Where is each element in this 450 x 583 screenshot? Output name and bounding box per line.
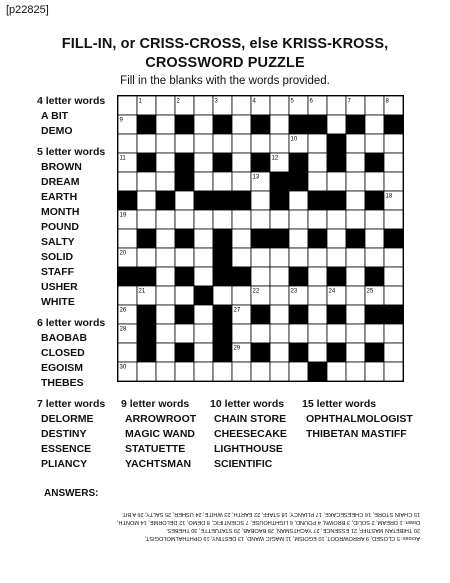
grid-cell[interactable]	[118, 343, 137, 362]
clue-number: 3	[214, 98, 218, 105]
grid-cell[interactable]	[384, 362, 403, 381]
grid-cell[interactable]	[156, 343, 175, 362]
clue-number: 6	[309, 98, 313, 105]
grid-cell[interactable]	[156, 134, 175, 153]
grid-block	[213, 267, 232, 286]
grid-block	[289, 343, 308, 362]
grid-block	[251, 343, 270, 362]
list-item: YACHTSMAN	[125, 458, 192, 470]
clue-number: 19	[119, 212, 127, 219]
grid-cell[interactable]	[213, 286, 232, 305]
answers-down-cont: 15 CHAIN STORE, 16 CHEESECAKE, 17 PLIANCY, 18 STAFF, 22 EARTH, 23 WHITE, 24 USHER, 25 SALTY, 26 A BIT.	[121, 511, 420, 517]
grid-cell[interactable]	[289, 191, 308, 210]
grid-cell[interactable]	[156, 248, 175, 267]
grid-cell[interactable]	[346, 362, 365, 381]
list-item: DEMO	[41, 125, 73, 137]
grid-cell[interactable]	[346, 343, 365, 362]
grid-cell[interactable]	[118, 286, 137, 305]
grid-block	[251, 115, 270, 134]
clue-number: 22	[252, 288, 260, 295]
grid-block	[232, 267, 251, 286]
grid-cell[interactable]	[194, 134, 213, 153]
list-heading: 10 letter words	[210, 398, 285, 410]
page-subtitle: Fill in the blanks with the words provided.	[120, 75, 330, 87]
list-item: ESSENCE	[41, 443, 92, 455]
grid-block	[118, 267, 137, 286]
word-list-5	[37, 145, 105, 310]
grid-cell[interactable]	[346, 286, 365, 305]
grid-cell[interactable]	[365, 362, 384, 381]
grid-cell[interactable]	[175, 324, 194, 343]
grid-cell[interactable]	[194, 305, 213, 324]
grid-block	[175, 267, 194, 286]
clue-number: 11	[119, 155, 126, 162]
grid-cell[interactable]	[308, 172, 327, 191]
grid-cell[interactable]	[327, 248, 346, 267]
grid-block	[384, 229, 403, 248]
grid-block	[365, 153, 384, 172]
grid-cell[interactable]	[232, 172, 251, 191]
grid-cell[interactable]	[156, 172, 175, 191]
grid-block	[175, 343, 194, 362]
grid-cell[interactable]	[308, 210, 327, 229]
grid-cell[interactable]	[175, 134, 194, 153]
grid-cell[interactable]	[327, 210, 346, 229]
grid-block	[213, 324, 232, 343]
clue-number: 12	[271, 155, 279, 162]
grid-cell[interactable]	[251, 267, 270, 286]
grid-block	[213, 153, 232, 172]
grid-block	[137, 153, 156, 172]
clue-number: 17	[233, 193, 241, 200]
grid-block	[137, 305, 156, 324]
grid-block	[175, 305, 194, 324]
grid-block	[270, 191, 289, 210]
grid-cell[interactable]	[384, 210, 403, 229]
grid-cell[interactable]	[156, 229, 175, 248]
grid-block	[289, 115, 308, 134]
grid-block	[308, 115, 327, 134]
clue-number: 13	[252, 174, 260, 181]
grid-cell[interactable]	[365, 210, 384, 229]
grid-block	[175, 229, 194, 248]
grid-block	[365, 305, 384, 324]
clue-number: 8	[385, 98, 389, 105]
list-item: SALTY	[41, 236, 75, 248]
list-item: POUND	[41, 221, 79, 233]
clue-number: 28	[119, 326, 127, 333]
list-item: CHEESECAKE	[214, 428, 287, 440]
grid-cell[interactable]	[346, 134, 365, 153]
grid-cell[interactable]	[194, 153, 213, 172]
clue-number: 26	[119, 307, 127, 314]
list-item: ARROWROOT	[125, 413, 197, 425]
grid-block	[327, 153, 346, 172]
grid-block	[194, 286, 213, 305]
grid-cell[interactable]	[251, 324, 270, 343]
grid-cell[interactable]	[327, 172, 346, 191]
grid-cell[interactable]	[156, 324, 175, 343]
grid-block	[289, 305, 308, 324]
grid-cell[interactable]	[365, 96, 384, 115]
puzzle-id: [p22825]	[6, 4, 49, 16]
grid-cell[interactable]	[213, 210, 232, 229]
grid-cell[interactable]	[194, 362, 213, 381]
grid-cell[interactable]	[365, 134, 384, 153]
list-item: MAGIC WAND	[125, 428, 195, 440]
grid-block	[213, 229, 232, 248]
grid-block	[213, 343, 232, 362]
grid-cell[interactable]	[327, 229, 346, 248]
grid-block	[308, 191, 327, 210]
grid-cell[interactable]	[232, 229, 251, 248]
grid-cell[interactable]	[232, 134, 251, 153]
grid-cell[interactable]	[232, 96, 251, 115]
grid-cell[interactable]	[365, 324, 384, 343]
list-item: THIBETAN MASTIFF	[306, 428, 407, 440]
page-title-line2: CROSSWORD PUZZLE	[145, 55, 305, 71]
grid-cell[interactable]	[251, 362, 270, 381]
grid-cell[interactable]	[232, 248, 251, 267]
grid-block	[251, 305, 270, 324]
clue-number: 9	[119, 117, 123, 124]
grid-cell[interactable]	[213, 134, 232, 153]
list-item: SOLID	[41, 251, 74, 263]
answers-across: Across: 5 CLOSED, 9 ARROWROOT, 10 EGOISM, 11 MAGIC WAND, 13 DESTINY, 19 OPHTHALMOLOGIST,	[145, 535, 420, 541]
list-heading: 15 letter words	[302, 398, 377, 410]
grid-cell[interactable]	[251, 210, 270, 229]
grid-cell[interactable]	[270, 362, 289, 381]
grid-cell[interactable]	[346, 191, 365, 210]
grid-cell[interactable]	[327, 96, 346, 115]
grid-cell[interactable]	[346, 305, 365, 324]
word-list-6	[37, 316, 105, 391]
grid-block	[308, 362, 327, 381]
grid-block	[137, 267, 156, 286]
grid-block	[327, 191, 346, 210]
grid-cell[interactable]	[156, 362, 175, 381]
list-item: EARTH	[41, 191, 78, 203]
grid-cell[interactable]	[137, 191, 156, 210]
clue-number: 21	[138, 288, 146, 295]
word-list-9	[121, 397, 196, 472]
grid-block	[137, 115, 156, 134]
grid-cell[interactable]	[194, 96, 213, 115]
grid-cell[interactable]	[346, 248, 365, 267]
grid-cell[interactable]	[308, 153, 327, 172]
grid-block	[384, 305, 403, 324]
grid-block	[365, 191, 384, 210]
grid-cell[interactable]	[289, 324, 308, 343]
grid-cell[interactable]	[365, 172, 384, 191]
grid-cell[interactable]	[194, 172, 213, 191]
grid-cell[interactable]	[365, 115, 384, 134]
list-item: SCIENTIFIC	[214, 458, 273, 470]
clue-number: 16	[195, 193, 203, 200]
list-item: CHAIN STORE	[214, 413, 287, 425]
grid-cell[interactable]	[137, 248, 156, 267]
page-title: FILL-IN, or CRISS-CROSS, else KRISS-KROSS,	[61, 36, 389, 52]
word-list-10	[210, 397, 287, 472]
grid-block	[175, 172, 194, 191]
list-item: MONTH	[41, 206, 80, 218]
list-item: CLOSED	[41, 347, 85, 359]
grid-block	[213, 115, 232, 134]
grid-cell[interactable]	[308, 343, 327, 362]
clue-number: 27	[233, 307, 241, 314]
grid-block	[327, 305, 346, 324]
grid-block	[213, 248, 232, 267]
grid-cell[interactable]	[308, 134, 327, 153]
grid-cell[interactable]	[156, 267, 175, 286]
list-heading: 4 letter words	[37, 95, 106, 107]
grid-cell[interactable]	[194, 324, 213, 343]
grid-cell[interactable]	[308, 248, 327, 267]
list-item: A BIT	[41, 110, 69, 122]
grid-cell[interactable]	[175, 210, 194, 229]
grid-cell[interactable]	[156, 96, 175, 115]
grid-cell[interactable]	[289, 210, 308, 229]
grid-cell[interactable]	[270, 248, 289, 267]
grid-cell[interactable]	[232, 210, 251, 229]
grid-cell[interactable]	[365, 248, 384, 267]
grid-cell[interactable]	[308, 286, 327, 305]
answers-upside-down	[20, 510, 420, 542]
list-item: PLIANCY	[41, 458, 88, 470]
grid-block	[327, 134, 346, 153]
answers-down: Down: 1 DREAM, 2 SOLID, 3 BROWN, 4 POUND, 6 LIGHTHOUSE, 7 SCIENTIFIC, 8 DEMO, 12 DELORME, 14 MONTH,	[116, 519, 420, 525]
grid-cell[interactable]	[232, 324, 251, 343]
list-item: EGOISM	[41, 362, 84, 374]
grid-block	[289, 153, 308, 172]
grid-cell[interactable]	[308, 305, 327, 324]
grid-cell[interactable]	[384, 134, 403, 153]
grid-cell[interactable]	[194, 248, 213, 267]
grid-cell[interactable]	[213, 362, 232, 381]
grid-cell[interactable]	[365, 229, 384, 248]
clue-number: 29	[233, 345, 241, 352]
grid-cell[interactable]	[346, 324, 365, 343]
grid-block	[384, 115, 403, 134]
list-item: BAOBAB	[41, 332, 88, 344]
grid-cell[interactable]	[384, 343, 403, 362]
grid-cell[interactable]	[156, 286, 175, 305]
grid-cell[interactable]	[251, 248, 270, 267]
list-item: THEBES	[41, 377, 84, 389]
grid-cell[interactable]	[270, 267, 289, 286]
grid-cell[interactable]	[270, 96, 289, 115]
list-item: LIGHTHOUSE	[214, 443, 283, 455]
list-item: STATUETTE	[125, 443, 186, 455]
grid-cell[interactable]	[175, 191, 194, 210]
grid-block	[213, 305, 232, 324]
grid-cell[interactable]	[270, 134, 289, 153]
clue-number: 4	[252, 98, 256, 105]
grid-cell[interactable]	[384, 172, 403, 191]
grid-cell[interactable]	[327, 115, 346, 134]
grid-cell[interactable]	[270, 343, 289, 362]
grid-block	[308, 229, 327, 248]
grid-block	[327, 343, 346, 362]
grid-cell[interactable]	[384, 324, 403, 343]
grid-block	[289, 267, 308, 286]
grid-cell[interactable]	[118, 96, 137, 115]
grid-block	[270, 229, 289, 248]
grid-block	[327, 267, 346, 286]
clue-number: 20	[119, 250, 127, 257]
grid-block	[365, 343, 384, 362]
grid-cell[interactable]	[194, 229, 213, 248]
grid-cell[interactable]	[118, 229, 137, 248]
grid-block	[175, 115, 194, 134]
grid-block	[251, 153, 270, 172]
grid-cell[interactable]	[346, 210, 365, 229]
grid-cell[interactable]	[346, 267, 365, 286]
grid-block	[175, 153, 194, 172]
grid-cell[interactable]	[232, 153, 251, 172]
list-heading: 9 letter words	[121, 398, 190, 410]
grid-block	[137, 229, 156, 248]
list-item: USHER	[41, 281, 78, 293]
grid-block	[213, 191, 232, 210]
grid-cell[interactable]	[346, 153, 365, 172]
clue-number: 25	[366, 288, 374, 295]
grid-cell[interactable]	[232, 362, 251, 381]
grid-cell[interactable]	[137, 362, 156, 381]
answers-label: ANSWERS:	[44, 488, 99, 499]
grid-cell[interactable]	[289, 248, 308, 267]
word-list-15	[302, 397, 413, 442]
grid-cell[interactable]	[175, 248, 194, 267]
grid-cell[interactable]	[194, 210, 213, 229]
list-heading: 7 letter words	[37, 398, 106, 410]
grid-cell[interactable]	[327, 362, 346, 381]
clue-number: 10	[290, 136, 298, 143]
grid-cell[interactable]	[308, 267, 327, 286]
grid-block	[270, 172, 289, 191]
grid-cell[interactable]	[270, 115, 289, 134]
grid-cell[interactable]	[118, 134, 137, 153]
grid-cell[interactable]	[194, 267, 213, 286]
word-list-4	[37, 94, 105, 139]
answers-across-cont: 20 THIBETAN MASTIFF, 21 ESSENCE, 27 YACHTSMAN, 28 BAOBAB, 29 STATUETTE, 30 THEBES.	[165, 527, 420, 533]
list-heading: 6 letter words	[37, 317, 106, 329]
grid-cell[interactable]	[384, 286, 403, 305]
grid-cell[interactable]	[156, 115, 175, 134]
grid-cell[interactable]	[156, 153, 175, 172]
clue-number: 1	[138, 98, 142, 105]
word-list-7	[37, 397, 105, 472]
grid-cell[interactable]	[137, 210, 156, 229]
grid-cell[interactable]	[137, 134, 156, 153]
grid-block	[346, 115, 365, 134]
grid-cell[interactable]	[327, 324, 346, 343]
grid-cell[interactable]	[289, 229, 308, 248]
grid-cell[interactable]	[346, 172, 365, 191]
clue-number: 23	[290, 288, 298, 295]
list-item: DREAM	[41, 176, 80, 188]
grid-cell[interactable]	[156, 210, 175, 229]
grid-cell[interactable]	[232, 286, 251, 305]
grid-cell[interactable]	[213, 172, 232, 191]
list-item: WHITE	[41, 296, 75, 308]
clue-number: 14	[119, 193, 127, 200]
grid-cell[interactable]	[270, 210, 289, 229]
list-heading: 5 letter words	[37, 146, 106, 158]
grid-block	[137, 343, 156, 362]
clue-number: 15	[157, 193, 165, 200]
grid-cell[interactable]	[251, 134, 270, 153]
grid-block	[251, 229, 270, 248]
grid-cell[interactable]	[137, 172, 156, 191]
grid-cell[interactable]	[384, 267, 403, 286]
grid-cell[interactable]	[270, 324, 289, 343]
list-item: DELORME	[41, 413, 94, 425]
clue-number: 24	[328, 288, 336, 295]
grid-cell[interactable]	[175, 286, 194, 305]
list-item: BROWN	[41, 161, 82, 173]
clue-number: 2	[176, 98, 180, 105]
grid-cell[interactable]	[384, 153, 403, 172]
list-item: OPHTHALMOLOGIST	[306, 413, 413, 425]
list-item: STAFF	[41, 266, 75, 278]
clue-number: 5	[290, 98, 294, 105]
grid-block	[346, 229, 365, 248]
grid-cell[interactable]	[175, 362, 194, 381]
grid-cell[interactable]	[118, 172, 137, 191]
grid-block	[289, 172, 308, 191]
clue-number: 7	[347, 98, 351, 105]
grid-cell[interactable]	[308, 324, 327, 343]
grid-cell[interactable]	[270, 305, 289, 324]
grid-cell[interactable]	[270, 286, 289, 305]
grid-cell[interactable]	[232, 115, 251, 134]
grid-block	[137, 324, 156, 343]
list-item: DESTINY	[41, 428, 87, 440]
grid-cell[interactable]	[289, 362, 308, 381]
grid-block	[365, 267, 384, 286]
grid-cell[interactable]	[156, 305, 175, 324]
clue-number: 18	[385, 193, 393, 200]
grid-cell[interactable]	[251, 191, 270, 210]
grid-cell[interactable]	[194, 343, 213, 362]
crossword-grid[interactable]	[117, 95, 404, 382]
grid-cell[interactable]	[384, 248, 403, 267]
clue-number: 30	[119, 364, 127, 371]
grid-cell[interactable]	[194, 115, 213, 134]
